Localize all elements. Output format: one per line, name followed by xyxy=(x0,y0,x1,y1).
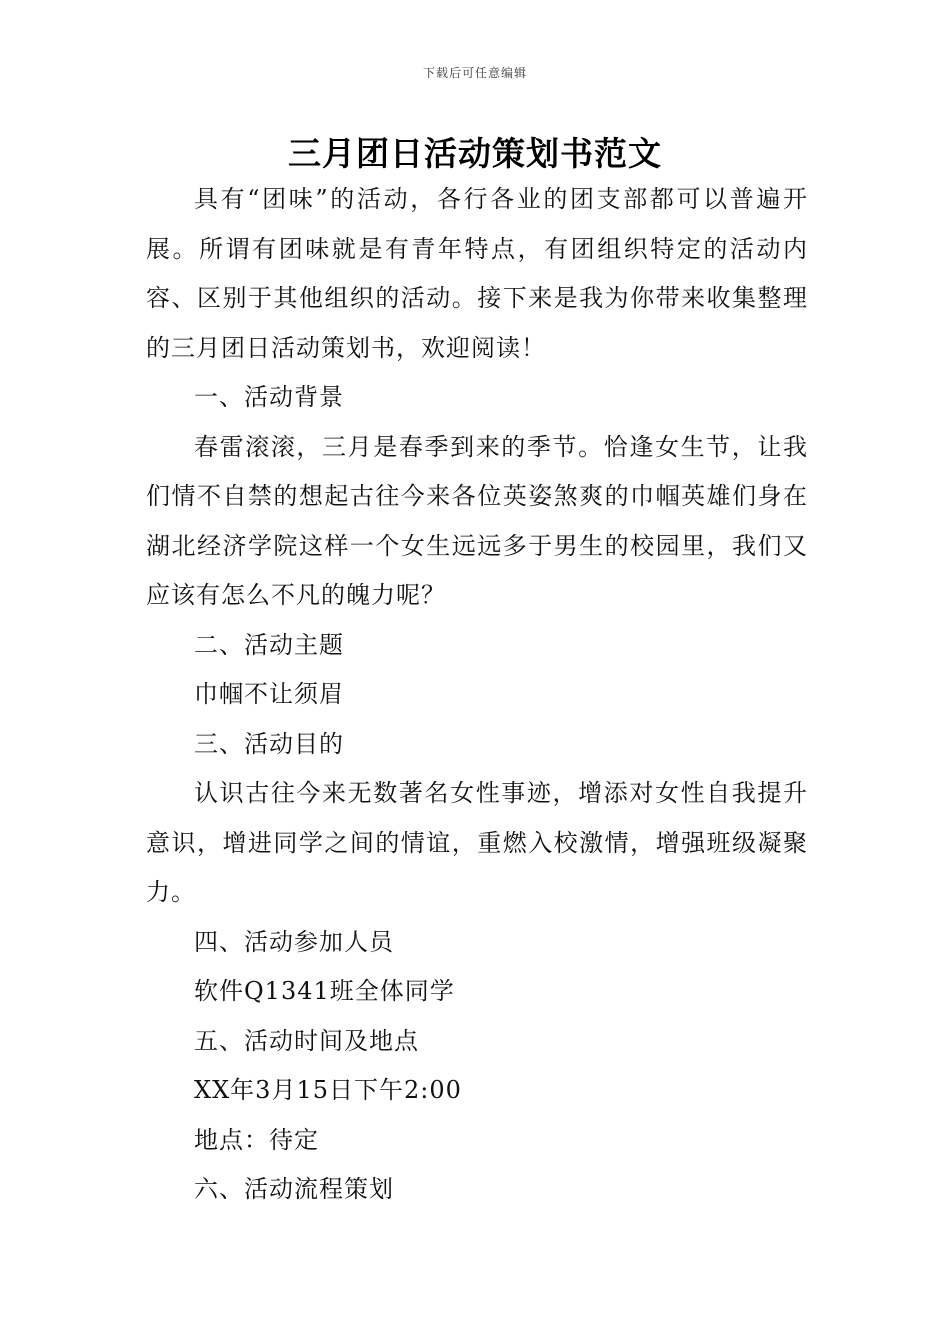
intro-paragraph: 具有“团味”的活动，各行各业的团支部都可以普遍开展。所谓有团味就是有青年特点，有团组织特定的活动内容、区别于其他组织的活动。接下来是我为你带来收集整理的三月团日活动策划书，欢迎阅读！ xyxy=(146,185,808,362)
theme-text: 巾帼不让须眉 xyxy=(194,680,344,708)
document-body xyxy=(146,175,808,1215)
time-text: XX年3月15日下午2:00 xyxy=(194,1076,462,1104)
participants-heading: 四、活动参加人员 xyxy=(194,927,394,956)
time-place-heading: 五、活动时间及地点 xyxy=(194,1026,419,1055)
purpose-heading: 三、活动目的 xyxy=(194,729,344,758)
process-heading: 六、活动流程策划 xyxy=(194,1175,394,1203)
background-heading: 一、活动背景 xyxy=(194,383,344,411)
place-text: 地点：待定 xyxy=(194,1125,319,1154)
background-paragraph: 春雷滚滚，三月是春季到来的季节。恰逢女生节，让我们情不自禁的想起古往今来各位英姿煞爽的巾帼英雄们身在湖北经济学院这样一个女生远远多于男生的校园里，我们又应该有怎么不凡的魄力呢？ xyxy=(146,432,808,609)
header-note: 下载后可任意编辑 xyxy=(422,66,527,80)
theme-heading: 二、活动主题 xyxy=(194,630,344,659)
document-title: 三月团日活动策划书范文 xyxy=(288,134,662,173)
participants-text: 软件Q1341班全体同学 xyxy=(194,977,455,1005)
purpose-paragraph: 认识古往今来无数著名女性事迹，增添对女性自我提升意识，增进同学之间的情谊，重燃入校激情，增强班级凝聚力。 xyxy=(146,779,808,906)
